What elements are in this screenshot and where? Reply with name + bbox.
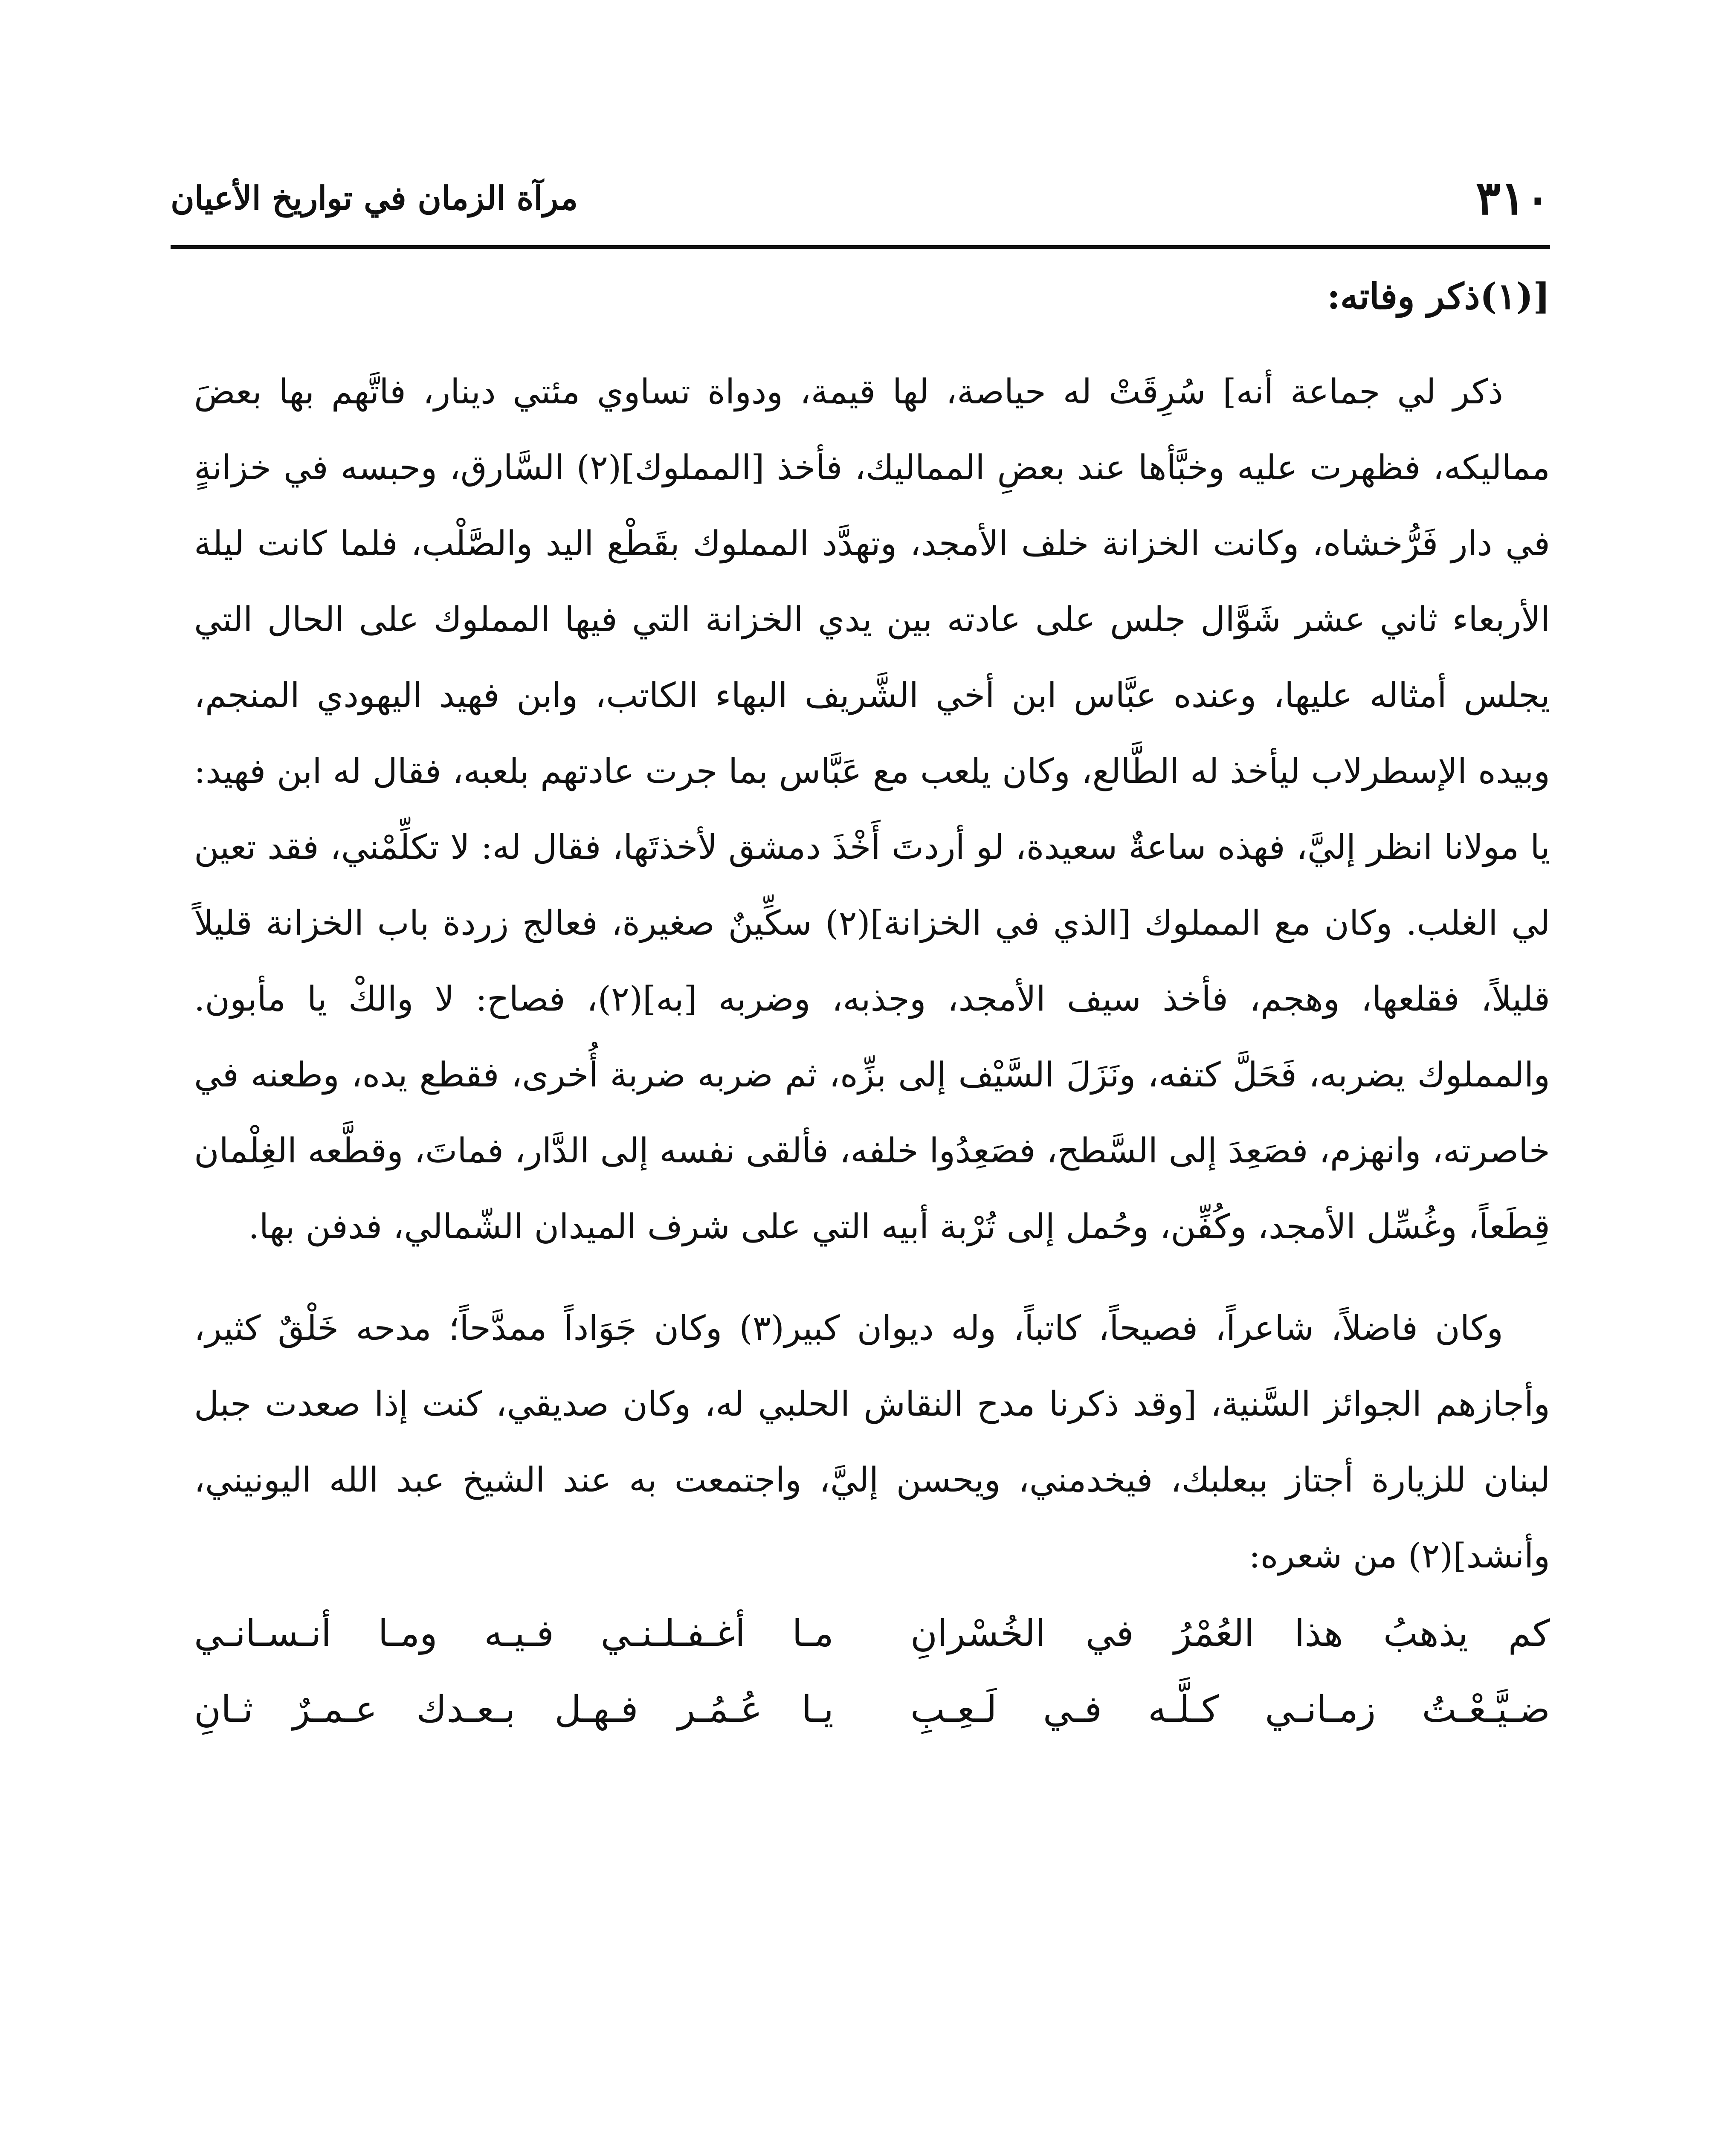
main-text <box>194 264 1550 1747</box>
running-header <box>171 168 1550 237</box>
poem-hemistich-second: مـا أغـفـلـنـي فـيـه ومـا أنـسـانـي <box>194 1612 834 1655</box>
poem-hemistich-second: يـا عُـمُـر فـهـل بـعـدك عـمـرٌ ثـانِ <box>194 1688 834 1731</box>
poem-verse <box>194 1671 1550 1747</box>
page-number: ٣١٠ <box>1475 171 1550 225</box>
book-title: مرآة الزمان في تواريخ الأعيان <box>171 179 578 217</box>
poem-hemistich-first: كم يذهبُ هذا العُمْرُ في الخُسْرانِ <box>910 1612 1550 1655</box>
paragraph-death-account: ذكر لي جماعة أنه] سُرِقَتْ له حياصة، لها قيمة، ودواة تساوي مئتي دينار، فاتَّهم بها بعضَ مماليكه، فظهرت عليه وخبَّأها عند بعضِ المماليك، فأخذ [المملوك](٢) السَّارق، وحبسه في خزانةٍ في دار فَرُّخشاه، وكانت الخزانة خلف الأمجد، وتهدَّد المملوك بقَطْع اليد والصَّلْب، فلما كانت ليلة الأربعاء ثاني عشر شَوَّال جلس على عادته بين يدي الخزانة التي فيها المملوك على الحال التي يجلس أمثاله عليها، وعنده عبَّاس ابن أخي الشَّريف البهاء الكاتب، وابن فهيد اليهودي المنجم، وبيده الإسطرلاب ليأخذ له الطَّالع، وكان يلعب مع عَبَّاس بما جرت عادتهم بلعبه، فقال له ابن فهيد: يا مولانا انظر إليَّ، فهذه ساعةٌ سعيدة، لو أردتَ أَخْذَ دمشق لأخذتَها، فقال له: لا تكلِّمْني، فقد تعين لي الغلب. وكان مع المملوك [الذي في الخزانة](٢) سكِّينٌ صغيرة، فعالج زردة باب الخزانة قليلاً قليلاً، فقلعها، وهجم، فأخذ سيف الأمجد، وجذبه، وضربه [به](٢)، فصاح: لا والكْ يا مأبون. والمملوك يضربه، فَحَلَّ كتفه، ونَزَلَ السَّيْف إلى بزِّه، ثم ضربه ضربة أُخرى، فقطع يده، وطعنه في خاصرته، وانهزم، فصَعِدَ إلى السَّطح، فصَعِدُوا خلفه، فألقى نفسه إلى الدَّار، فماتَ، وقطَّعه الغِلْمان قِطَعاً، وغُسِّل الأمجد، وكُفِّن، وحُمل إلى تُرْبة أبيه التي على شرف الميدان الشّمالي، فدفن بها. <box>194 372 1551 1246</box>
paragraph-character: وكان فاضلاً، شاعراً، فصيحاً، كاتباً، وله ديوان كبير(٣) وكان جَوَاداً ممدَّحاً؛ مدحه خَلْقٌ كثير، وأجازهم الجوائز السَّنية، [وقد ذكرنا مدح النقاش الحلبي له، وكان صديقي، كنت إذا صعدت جبل لبنان للزيارة أجتاز ببعلبك، فيخدمني، ويحسن إليَّ، واجتمعت به عند الشيخ عبد الله اليونيني، وأنشد](٢) من شعره: <box>194 1308 1550 1576</box>
poem-hemistich-first: ضـيَّـعْـتُ زمـانـي كـلَّـه فـي لَـعِـبِ <box>910 1688 1550 1731</box>
poem <box>194 1596 1550 1747</box>
section-heading: [(١)ذكر وفاته: <box>1327 275 1550 317</box>
poem-verse <box>194 1596 1550 1671</box>
header-rule <box>171 245 1550 249</box>
